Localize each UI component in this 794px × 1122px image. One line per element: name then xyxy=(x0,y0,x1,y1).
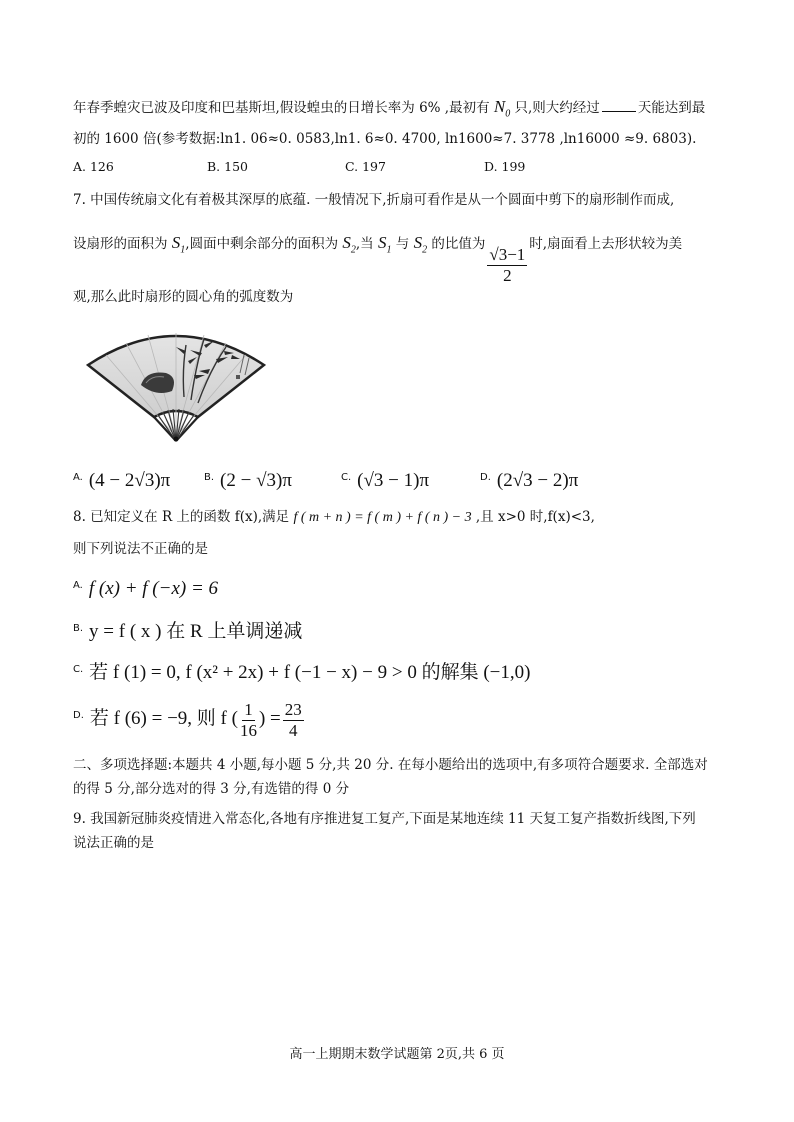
q8-option-b: $^{B.}$ y = f ( x ) 在 R 上单调递减 xyxy=(73,621,303,642)
q6-option-c: C. 197 xyxy=(345,159,386,174)
section2-heading-line2: 的得 5 分,部分选对的得 3 分,有选错的得 0 分 xyxy=(73,781,350,797)
q7-option-b: $^{B.}$ (2 − √3)π xyxy=(204,470,292,491)
q8-line2: 则下列说法不正确的是 xyxy=(73,541,208,557)
q6-line2: 初的 1600 倍(参考数据:ln1. 06≈0. 0583,ln1. 6≈0. 4700, ln1600≈7. 3778 ,ln16000 ≈9. 6803). xyxy=(73,131,697,147)
option-d-fraction-result: $\frac{23}{4}$ xyxy=(284,700,302,740)
q7-line2: 设扇形的面积为 $S_1$,圆面中剩余部分的面积为 $S_2$,当 $S_1$ 与 $S_2$ 的比值为 $\frac{√3-1}{2}$ 时,扇面看上去形状较为美 xyxy=(73,233,683,285)
q7-option-c: $^{C.}$ (√3 − 1)π xyxy=(341,470,430,491)
folding-fan-image xyxy=(86,325,266,445)
q7-line1: 7. 中国传统扇文化有着极其深厚的底蕴. 一般情况下,折扇可看作是从一个圆面中剪下的扇形制作而成, xyxy=(73,192,675,208)
option-d-fraction-arg: $\frac{1}{16}$ xyxy=(239,700,257,740)
s2-variable: $S_2$ xyxy=(342,233,356,256)
n0-variable: $N_0$ xyxy=(493,97,511,120)
page-footer: 高一上期期末数学试题第 2页,共 6 页 xyxy=(289,1047,505,1062)
q7-option-d: $^{D.}$ (2√3 − 2)π xyxy=(480,470,579,491)
q7-line3: 观,那么此时扇形的圆心角的弧度数为 xyxy=(73,289,294,305)
q8-option-a: $^{A.}$ f (x) + f (−x) = 6 xyxy=(73,578,219,599)
q8-option-c: $^{C.}$ 若 f (1) = 0, f (x² + 2x) + f (−1 − x) − 9 > 0 的解集 (−1,0) xyxy=(73,662,531,683)
q6-option-d: D. 199 xyxy=(484,159,526,174)
section2-heading-line1: 二、多项选择题:本题共 4 小题,每小题 5 分,共 20 分. 在每小题给出的选项中,有多项符合题要求. 全部选对 xyxy=(73,757,708,773)
q9-line2: 说法正确的是 xyxy=(73,835,154,851)
q8-option-d: $^{D.}$ 若 f (6) = −9, 则 f ( $\frac{1}{16}$ ) = $\frac{23}{4}$ xyxy=(73,700,302,740)
s1-variable: $S_1$ xyxy=(171,233,186,256)
q6-option-a: A. 126 xyxy=(73,159,114,174)
ratio-fraction: $\frac{√3-1}{2}$ xyxy=(489,245,526,285)
q7-option-a: $^{A.}$ (4 − 2√3)π xyxy=(73,470,171,491)
answer-blank xyxy=(602,99,636,112)
q9-line1: 9. 我国新冠肺炎疫情进入常态化,各地有序推进复工复产,下面是某地连续 11 天复工复产指数折线图,下列 xyxy=(73,811,696,827)
q6-line1: 年春季蝗灾已波及印度和巴基斯坦,假设蝗虫的日增长率为 6% ,最初有 $N_0$ 只,则大约经过 天能达到最 xyxy=(73,97,706,120)
q8-line1: 8. 已知定义在 R 上的函数 f(x),满足 f ( m + n ) = f ( m ) + f ( n ) − 3 ,且 x>0 时,f(x)<3, xyxy=(73,509,595,525)
q6-option-b: B. 150 xyxy=(207,159,248,174)
functional-equation: f ( m + n ) = f ( m ) + f ( n ) − 3 xyxy=(293,510,472,525)
